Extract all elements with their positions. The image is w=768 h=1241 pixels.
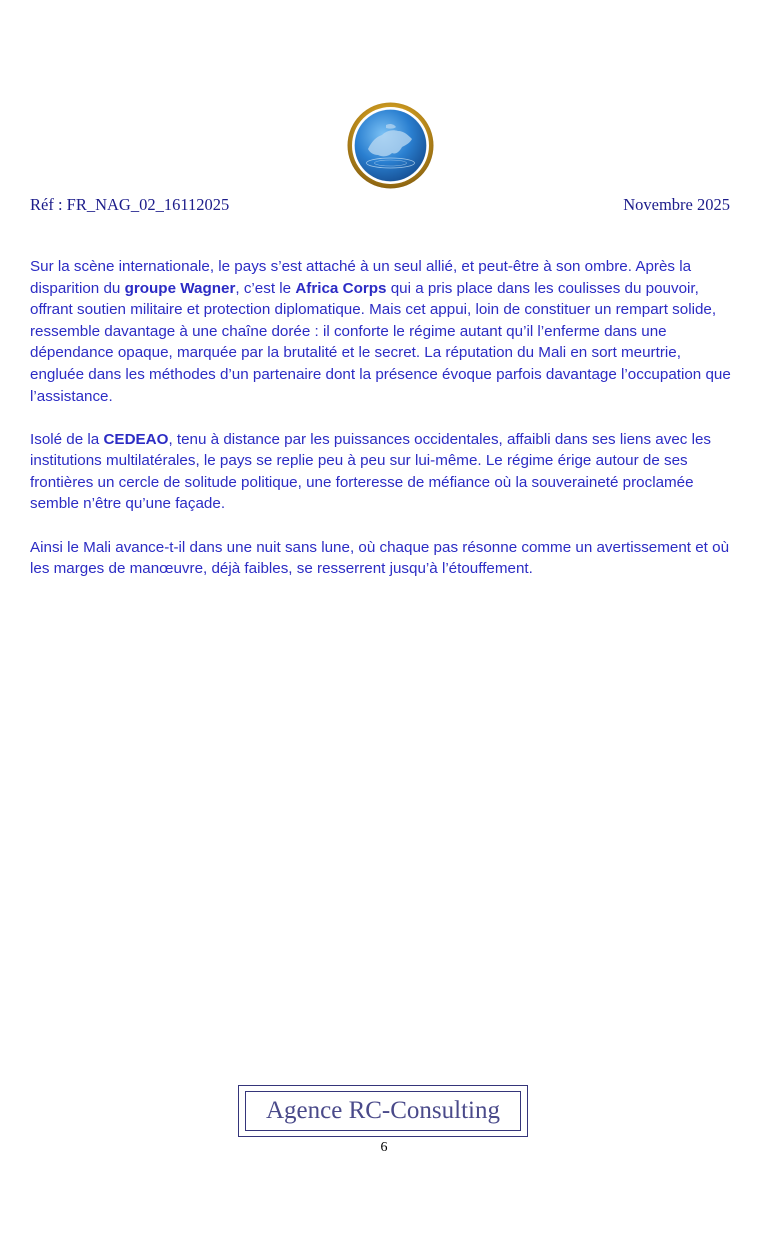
paragraph-text: Sur la scène internationale, le pays s’est attaché à un seul allié, et peut-être à son ombre. Après la disparition du (30, 258, 692, 297)
paragraph-text: Ainsi le Mali avance-t-il dans une nuit sans lune, où chaque pas résonne comme un avertissement et où les marges de manœuvre, déjà faibles, se resserrent jusqu’à l’étouffement. (30, 538, 730, 578)
europe-globe-emblem-icon (346, 101, 435, 190)
body-paragraph (30, 256, 732, 407)
emphasized-term: groupe Wagner (124, 279, 236, 297)
agency-name: Agence RC-Consulting (265, 1097, 500, 1124)
document-body (30, 256, 732, 601)
page-number: 6 (380, 1140, 388, 1155)
emphasized-term: CEDEAO (103, 430, 169, 448)
paragraph-text: qui a pris place dans les coulisses du pouvoir, offrant soutien militaire et protection diplomatique. Mais cet appui, loin de constituer un rempart solide, ressemble davantage à une chaîne dorée : il conforte le régime autant qu’il l’enferme dans une dépendance opaque, marquée par la brutalité et le secret. La réputation du Mali en sort meurtrie, engluée dans les méthodes d’un partenaire dont la présence évoque parfois davantage l’occupation que l’assistance. (30, 279, 731, 405)
reference-code: Réf : FR_NAG_02_16112025 (30, 195, 230, 214)
paragraph-text: , c’est le (235, 279, 296, 297)
body-paragraph (30, 537, 732, 580)
body-paragraph (30, 429, 732, 515)
paragraph-text: , tenu à distance par les puissances occidentales, affaibli dans ses liens avec les institutions multilatérales, le pays se replie peu à peu sur lui-même. Le régime érige autour de ses frontières un cercle de solitude politique, une forteresse de méfiance où la souveraineté proclamée semble n’être qu’une façade. (30, 430, 712, 513)
agency-footer-inner-frame (245, 1091, 521, 1131)
document-date: Novembre 2025 (623, 195, 730, 214)
emphasized-term: Africa Corps (295, 279, 387, 297)
agency-footer-frame (238, 1085, 528, 1137)
document-header (30, 195, 730, 217)
paragraph-text: Isolé de la (30, 430, 104, 448)
